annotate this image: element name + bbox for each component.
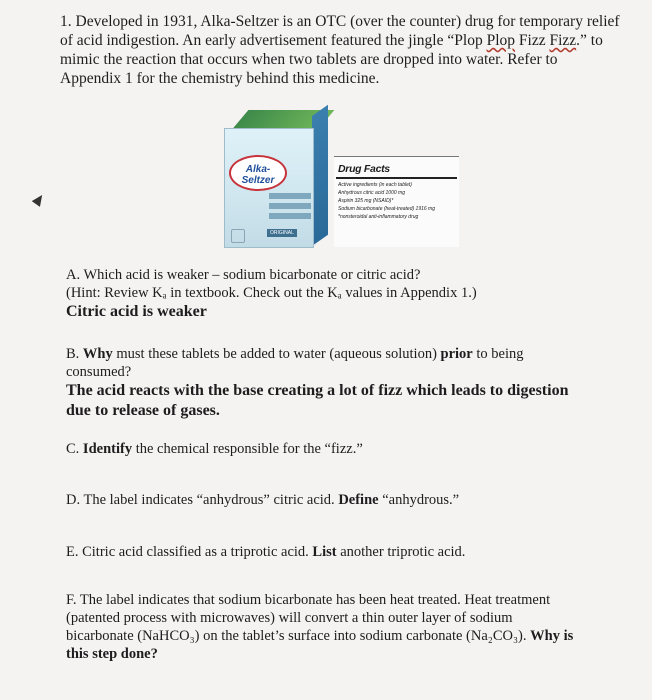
part-b-middle: must these tablets be added to water (aqueous solution) bbox=[112, 346, 441, 362]
part-b-question bbox=[66, 345, 576, 381]
drug-facts-line: Anhydrous citric acid 1000 mg bbox=[338, 190, 405, 196]
question-number: 1. bbox=[60, 13, 72, 30]
question-1-intro bbox=[60, 12, 620, 88]
jingle-fizz-1: Fizz bbox=[515, 32, 550, 49]
box-front bbox=[224, 128, 314, 248]
drug-facts-line: Aspirin 325 mg (NSAID)* bbox=[338, 198, 394, 204]
original-label: ORIGINAL bbox=[267, 229, 297, 237]
part-b-bold-prior: prior bbox=[440, 346, 473, 362]
drug-facts-panel bbox=[334, 156, 459, 247]
part-a bbox=[66, 266, 586, 322]
drug-facts-line: *nonsteroidal anti-inflammatory drug bbox=[338, 214, 419, 220]
part-c bbox=[66, 440, 586, 458]
part-e-bold: List bbox=[312, 544, 337, 560]
alka-seltzer-logo bbox=[229, 155, 287, 191]
drug-facts-line: Active ingredients (in each tablet) bbox=[338, 182, 412, 188]
alka-seltzer-product-image bbox=[222, 108, 462, 250]
part-c-suffix: the chemical responsible for the “fizz.” bbox=[132, 441, 363, 457]
part-d bbox=[66, 491, 586, 509]
box-stripe bbox=[269, 193, 311, 199]
part-e-suffix: another triprotic acid. bbox=[336, 544, 466, 560]
jingle-plop-2: Plop bbox=[486, 32, 516, 49]
jingle-plop-1: Plop bbox=[454, 32, 487, 49]
part-b-bold-why: Why bbox=[82, 346, 113, 362]
intro-text-end: .” to mimic the reaction that occurs when two tablets are dropped into water. Refer to Appendix 1 for the chemistry behind this medicine. bbox=[60, 32, 603, 87]
part-d-suffix: “anhydrous.” bbox=[378, 492, 460, 508]
part-a-hint: (Hint: Review Kₐ in textbook. Check out the Kₐ values in Appendix 1.) bbox=[66, 285, 477, 301]
drug-facts-title: Drug Facts bbox=[338, 163, 390, 175]
box-stripe bbox=[269, 203, 311, 209]
plus-badge-icon bbox=[231, 229, 245, 243]
part-b-suffix: to being consumed? bbox=[66, 346, 524, 380]
jingle-fizz-2: Fizz bbox=[549, 32, 577, 49]
part-b-answer: The acid reacts with the base creating a lot of fizz which leads to digestion due to release of gases. bbox=[66, 382, 569, 419]
drug-facts-divider bbox=[336, 177, 457, 179]
box-side bbox=[312, 105, 328, 246]
part-b-prefix: B. bbox=[66, 346, 83, 362]
part-b bbox=[66, 345, 576, 421]
part-a-question: A. Which acid is weaker – sodium bicarbonate or citric acid? bbox=[66, 267, 421, 283]
part-d-bold: Define bbox=[338, 492, 379, 508]
part-f bbox=[66, 591, 576, 663]
part-f-bold: Why is this step done? bbox=[66, 628, 574, 662]
part-c-bold: Identify bbox=[82, 441, 133, 457]
box-stripe bbox=[269, 213, 311, 219]
part-f-text: F. The label indicates that sodium bicarbonate has been heat treated. Heat treatment (patented process with microwaves) will convert a thin outer layer of sodium bicarbonate (NaHCO₃) on the tablet’s surface into sodium carbonate (Na₂CO₃). bbox=[66, 592, 551, 644]
intro-text: Developed in 1931, Alka-Seltzer is an OTC (over the counter) drug for temporary relief of acid indigestion. An early advertisement featured the jingle “ bbox=[60, 13, 620, 49]
drug-facts-line: Sodium bicarbonate (heat-treated) 1916 mg bbox=[338, 206, 436, 212]
part-d-prefix: D. The label indicates “anhydrous” citric acid. bbox=[66, 492, 339, 508]
part-e-prefix: E. Citric acid classified as a triprotic acid. bbox=[66, 544, 313, 560]
part-e bbox=[66, 543, 586, 561]
logo-line-2: Seltzer bbox=[241, 175, 275, 186]
cursor-arrow-icon bbox=[32, 192, 47, 207]
part-c-prefix: C. bbox=[66, 441, 83, 457]
logo-line-1: Alka- bbox=[245, 164, 271, 175]
part-a-answer: Citric acid is weaker bbox=[66, 303, 207, 320]
